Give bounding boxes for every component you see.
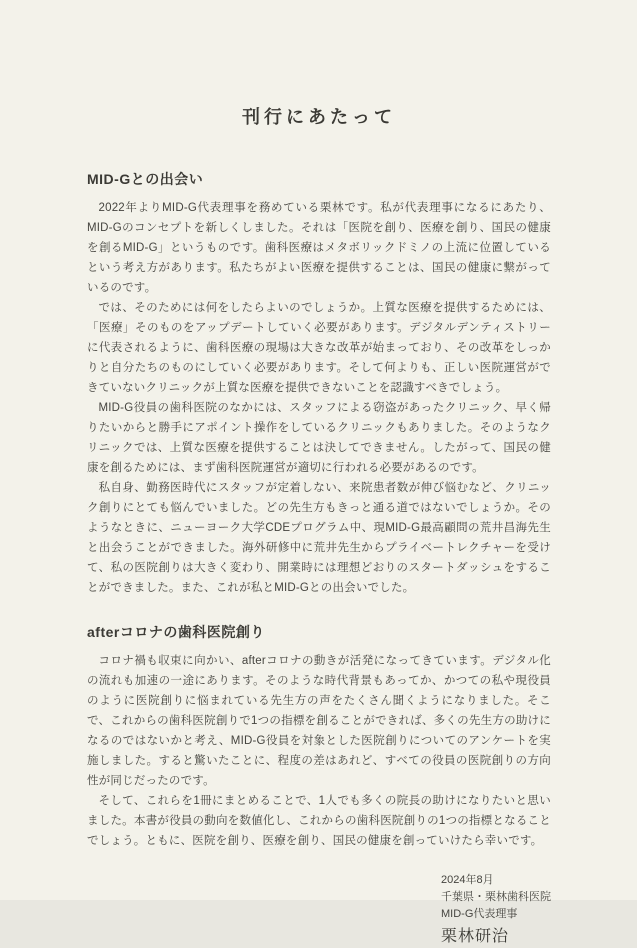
signature-clinic: 千葉県・栗林歯科医院 [441, 891, 551, 903]
paragraph: コロナ禍も収束に向かい、afterコロナの動きが活発になってきています。デジタル化の流れも加速の一途にあります。そのような時代背景もあってか、かつての私や現役員のように医院創りに悩まれている先生方の声をたくさん聞くようになりました。そこで、これからの歯科医院創りで1つの指標を創ることができれば、多くの先生方の助けになるのではないかと考え、MID-G役員を対象とした医院創りについてのアンケートを実施しました。すると驚いたことに、程度の差はあれど、すべての役員の医院創りの方向性が同じだったのです。 [87, 655, 551, 787]
signature-role: MID-G代表理事 [441, 908, 518, 920]
paragraph: 私自身、勤務医時代にスタッフが定着しない、来院患者数が伸び悩むなど、クリニック創りにとても悩んでいました。どの先生方もきっと通る道ではないでしょうか。そのようなときに、ニューヨーク大学CDEプログラム中、現MID-G最高顧問の荒井昌海先生と出会うことができました。海外研修中に荒井先生からプライベートレクチャーを受けて、私の医院創りは大きく変わり、開業時には理想どおりのスタートダッシュをすることができました。また、これが私とMID-Gとの出会いでした。 [87, 482, 551, 594]
paragraph: では、そのためには何をしたらよいのでしょうか。上質な医療を提供するためには、「医療」そのものをアップデートしていく必要があります。デジタルデンティストリーに代表されるように、歯科医療の現場は大きな改革が始まっており、その改革をしっかりと自分たちのものにしていく必要があります。そして何よりも、正しい医院運営ができていないクリニックが上質な医療を提供できないことを認識すべきでしょう。 [87, 302, 551, 394]
paragraph: MID-G役員の歯科医院のなかには、スタッフによる窃盗があったクリニック、早く帰りたいからと勝手にアポイント操作をしているクリニックもありました。そのようなクリニックでは、上質な医療を提供することは決してできません。したがって、国民の健康を創るためには、まず歯科医院運営が適切に行われる必要があるのです。 [87, 402, 551, 474]
signature-inner [441, 872, 551, 948]
paragraph: そして、これらを1冊にまとめることで、1人でも多くの院長の助けになりたいと思いました。本書が役員の動向を数値化し、これからの歯科医院創りの1つの指標となることでしょう。ともに、医院を創り、医療を創り、国民の健康を創っていけたら幸いです。 [87, 795, 551, 847]
section-after-corona [87, 622, 551, 851]
paragraph: 2022年よりMID-G代表理事を務めている栗林です。私が代表理事になるにあたり、MID-Gのコンセプトを新しくしました。それは「医院を創り、医療を創り、国民の健康を創るMID-G」というものです。歯科医療はメタボリックドミノの上流に位置しているという考え方があります。私たちがよい医療を提供することは、国民の健康に繋がっているのです。 [87, 202, 551, 294]
signature-block [87, 872, 551, 948]
section-heading-mid-g-encounter: MID-Gとの出会い [87, 171, 204, 187]
signature-date: 2024年8月 [441, 874, 494, 886]
signature-name: 栗林研治 [441, 928, 510, 945]
section-heading-after-corona: afterコロナの歯科医院創り [87, 624, 265, 640]
section-mid-g-encounter [87, 169, 551, 598]
page-title: 刊行にあたって [242, 107, 396, 127]
